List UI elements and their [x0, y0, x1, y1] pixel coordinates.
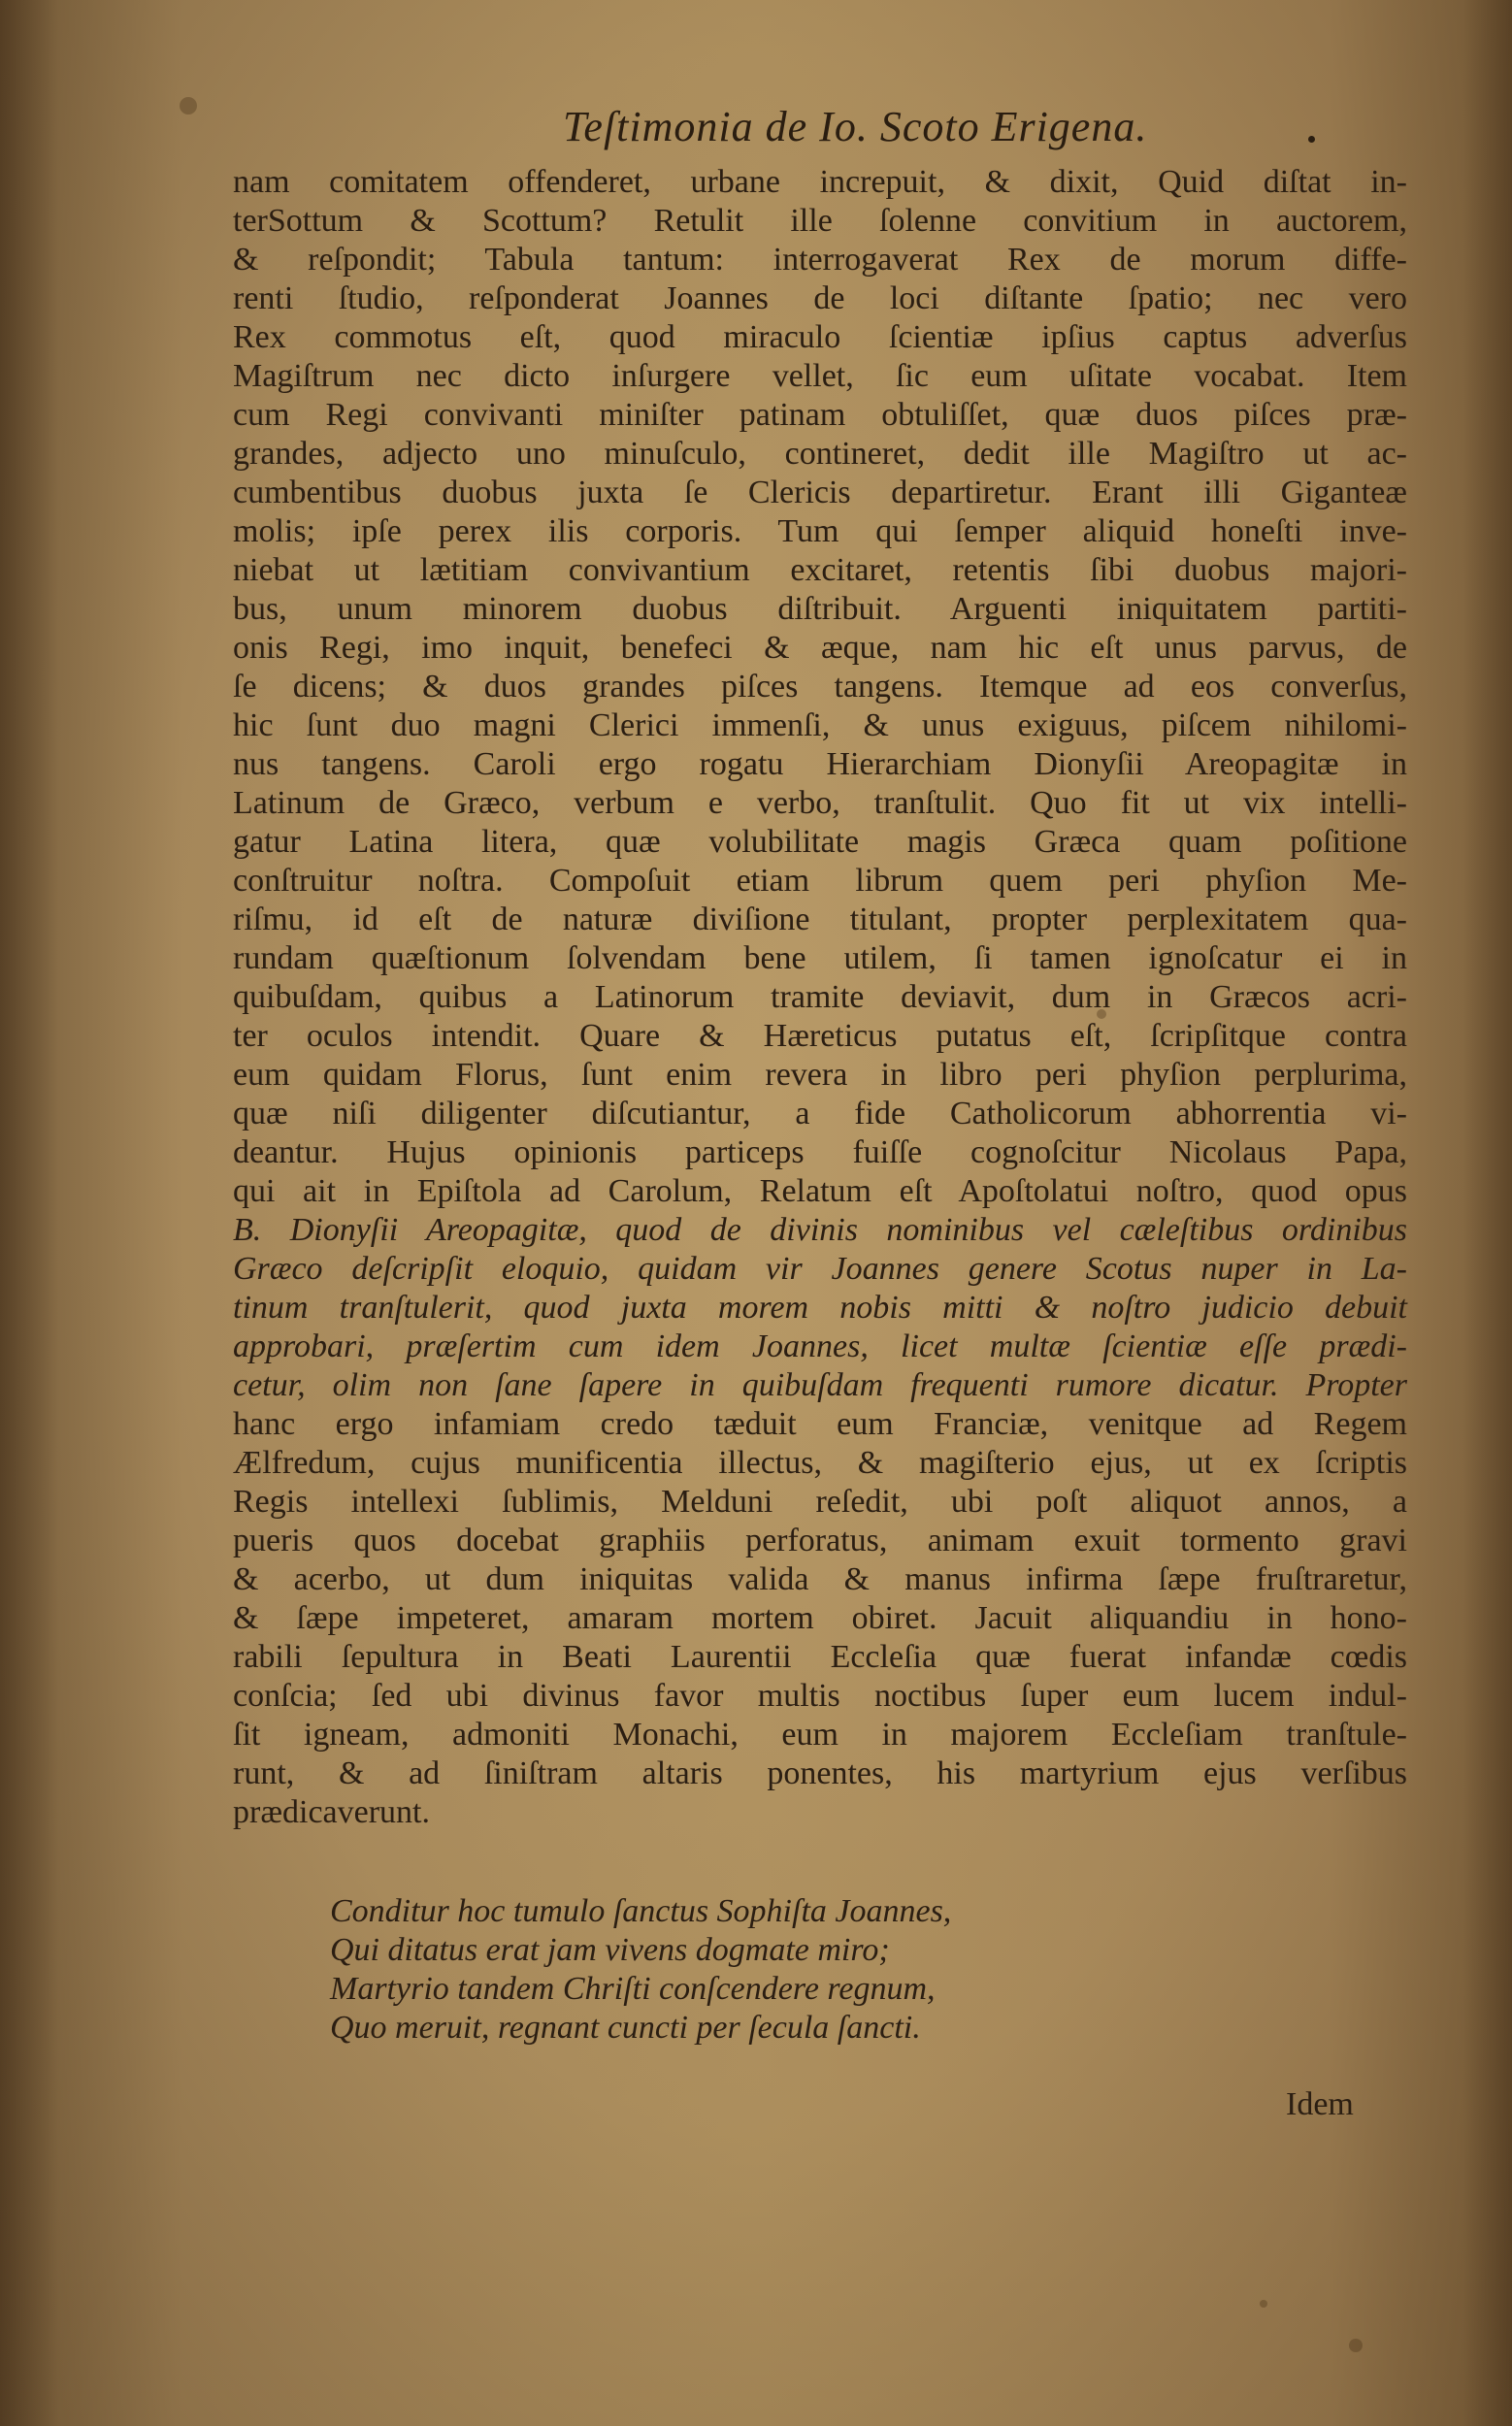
- text-line: cum Regi convivanti miniſter patinam obtuliſſet, quæ duos piſces præ-: [233, 397, 1407, 433]
- text-line-italic: tinum tranſtulerit, quod juxta morem nobis mitti & noſtro judicio debuit: [233, 1290, 1407, 1326]
- text-line: conſcia; ſed ubi divinus favor multis noctibus ſuper eum lucem indul-: [233, 1678, 1407, 1714]
- text-line: nam comitatem offenderet, urbane increpuit, & dixit, Quid diſtat in-: [233, 164, 1407, 200]
- verse-line: Martyrio tandem Chriſti conſcendere regnum,: [330, 1971, 936, 2007]
- running-header: Teſtimonia de Io. Scoto Erigena.: [563, 103, 1148, 150]
- text-line: gatur Latina litera, quæ volubilitate magis Græca quam poſitione: [233, 824, 1407, 860]
- text-line: conſtruitur noſtra. Compoſuit etiam librum quem peri phyſion Me-: [233, 863, 1407, 899]
- verse-line: Qui ditatus erat jam vivens dogmate miro;: [330, 1932, 890, 1968]
- text-line: rabili ſepultura in Beati Laurentii Eccleſia quæ fuerat infandæ cœdis: [233, 1639, 1407, 1675]
- text-line-italic: B. Dionyſii Areopagitæ, quod de divinis nominibus vel cæleſtibus ordinibus: [233, 1212, 1407, 1248]
- text-line: bus, unum minorem duobus diſtribuit. Arguenti iniquitatem partiti-: [233, 591, 1407, 627]
- text-line: Regis intellexi ſublimis, Melduni reſedit, ubi poſt aliquot annos, a: [233, 1484, 1407, 1520]
- foxing-spot: [180, 97, 197, 115]
- text-line: molis; ipſe perex ilis corporis. Tum qui ſemper aliquid honeſti inve-: [233, 513, 1407, 549]
- text-line: grandes, adjecto uno minuſculo, contineret, dedit ille Magiſtro ut ac-: [233, 436, 1407, 472]
- text-line: ſe dicens; & duos grandes piſces tangens. Itemque ad eos converſus,: [233, 669, 1407, 705]
- text-line: nus tangens. Caroli ergo rogatu Hierarchiam Dionyſii Areopagitæ in: [233, 746, 1407, 782]
- text-line: hic ſunt duo magni Clerici immenſi, & unus exiguus, piſcem nihilomi-: [233, 707, 1407, 743]
- page-edge-shadow-right: [1463, 0, 1512, 2426]
- text-line: & ſæpe impeteret, amaram mortem obiret. Jacuit aliquandiu in hono-: [233, 1600, 1407, 1636]
- text-line: eum quidam Florus, ſunt enim revera in libro peri phyſion perplurima,: [233, 1057, 1407, 1093]
- text-line: deantur. Hujus opinionis particeps fuiſſe cognoſcitur Nicolaus Papa,: [233, 1134, 1407, 1170]
- text-line: ter oculos intendit. Quare & Hæreticus putatus eſt, ſcripſitque contra: [233, 1018, 1407, 1054]
- text-line: Rex commotus eſt, quod miraculo ſcientiæ ipſius captus adverſus: [233, 319, 1407, 355]
- page-edge-shadow-left: [0, 0, 58, 2426]
- text-line: prædicaverunt.: [233, 1794, 430, 1830]
- text-line: hanc ergo infamiam credo tæduit eum Franciæ, venitque ad Regem: [233, 1406, 1407, 1442]
- catchword: Idem: [1286, 2086, 1354, 2122]
- text-line: renti ſtudio, reſponderat Joannes de loci diſtante ſpatio; nec vero: [233, 280, 1407, 316]
- text-line: niebat ut lætitiam convivantium excitaret, retentis ſibi duobus majori-: [233, 552, 1407, 588]
- text-line: rundam quæſtionum ſolvendam bene utilem, ſi tamen ignoſcatur ei in: [233, 940, 1407, 976]
- verse-line: Quo meruit, regnant cuncti per ſecula ſancti.: [330, 2010, 921, 2046]
- text-line-italic: Græco deſcripſit eloquio, quidam vir Joannes genere Scotus nuper in La-: [233, 1251, 1407, 1287]
- text-line-italic: approbari, præſertim cum idem Joannes, licet multæ ſcientiæ eſſe prædi-: [233, 1328, 1407, 1364]
- text-line: qui ait in Epiſtola ad Carolum, Relatum eſt Apoſtolatui noſtro, quod opus: [233, 1173, 1407, 1209]
- text-line-italic: cetur, olim non ſane ſapere in quibuſdam frequenti rumore dicatur. Propter: [233, 1367, 1407, 1403]
- text-line: pueris quos docebat graphiis perforatus, animam exuit tormento gravi: [233, 1523, 1407, 1558]
- foxing-spot: [1349, 2339, 1363, 2352]
- text-line: & acerbo, ut dum iniquitas valida & manus infirma ſæpe fruſtraretur,: [233, 1561, 1407, 1597]
- text-line: quibuſdam, quibus a Latinorum tramite deviavit, dum in Græcos acri-: [233, 979, 1407, 1015]
- text-line: quæ niſi diligenter diſcutiantur, a fide Catholicorum abhorrentia vi-: [233, 1096, 1407, 1131]
- foxing-spot: [1260, 2300, 1267, 2308]
- body-text: [233, 163, 1407, 1832]
- text-line: Ælfredum, cujus munificentia illectus, & magiſterio ejus, ut ex ſcriptis: [233, 1445, 1407, 1481]
- text-line: & reſpondit; Tabula tantum: interrogaverat Rex de morum diffe-: [233, 242, 1407, 278]
- epitaph-verse: [330, 1892, 1165, 2048]
- text-line: terSottum & Scottum? Retulit ille ſolenne convitium in auctorem,: [233, 203, 1407, 239]
- text-line: riſmu, id eſt de naturæ diviſione titulant, propter perplexitatem qua-: [233, 902, 1407, 937]
- text-line: ſit igneam, admoniti Monachi, eum in majorem Eccleſiam tranſtule-: [233, 1717, 1407, 1753]
- text-line: Magiſtrum nec dicto inſurgere vellet, ſic eum uſitate vocabat. Item: [233, 358, 1407, 394]
- text-line: runt, & ad ſiniſtram altaris ponentes, his martyrium ejus verſibus: [233, 1755, 1407, 1791]
- verse-line: Conditur hoc tumulo ſanctus Sophiſta Joannes,: [330, 1893, 952, 1929]
- text-line: Latinum de Græco, verbum e verbo, tranſtulit. Quo fit ut vix intelli-: [233, 785, 1407, 821]
- text-line: onis Regi, imo inquit, benefeci & æque, nam hic eſt unus parvus, de: [233, 630, 1407, 666]
- header-ornament-dot: [1308, 136, 1315, 143]
- text-line: cumbentibus duobus juxta ſe Clericis departiretur. Erant illi Giganteæ: [233, 475, 1407, 510]
